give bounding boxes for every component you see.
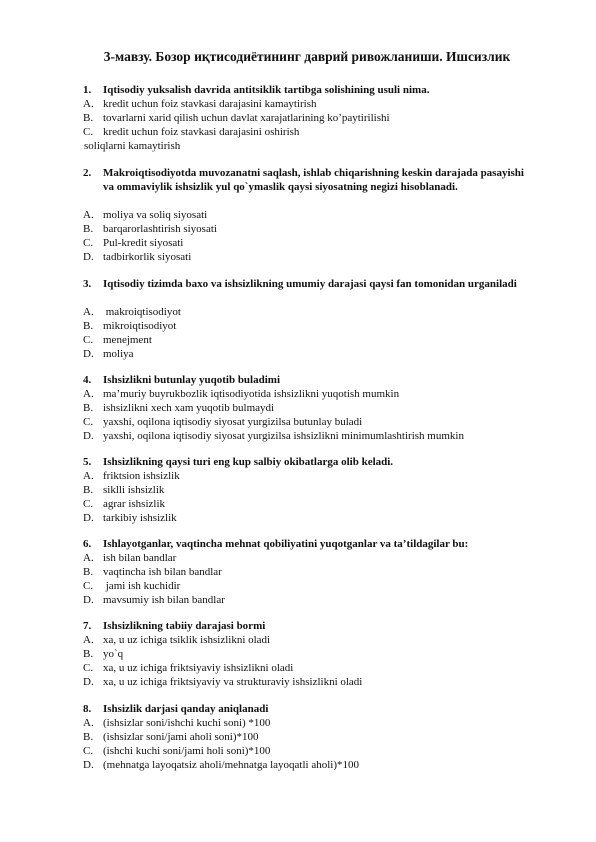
option-7c: C. xa, u uz ichiga friktsiyaviy ishsizlikni oladi (83, 662, 294, 674)
option-3c: C. menejment (83, 334, 152, 346)
question-text: Ishsizlikni butunlay yuqotib buladimi (103, 374, 280, 386)
question-number: 4. (83, 374, 92, 386)
question-text: Ishlayotganlar, vaqtincha mehnat qobiliyatini yuqotganlar va ta’tildagilar bu: (103, 538, 469, 550)
option-6b: B. vaqtincha ish bilan bandlar (83, 566, 222, 578)
option-3d: D. moliya (83, 348, 134, 360)
question-text: Iqtisodiy tizimda baxo va ishsizlikning umumiy darajasi qaysi fan tomonidan urganiladi (103, 278, 517, 290)
question-number: 8. (83, 703, 92, 715)
question-5 (83, 456, 533, 470)
option-5a: A. friktsion ishsizlik (83, 470, 180, 482)
question-text: Ishsizlik darjasi qanday aniqlanadi (103, 703, 269, 715)
option-5b: B. siklli ishsizlik (83, 484, 165, 496)
question-number: 3. (83, 278, 92, 290)
option-1b: B. tovarlarni xarid qilish uchun davlat xarajatlarining ko’paytirilishi (83, 112, 390, 124)
option-7a: A. xa, u uz ichiga tsiklik ishsizlikni oladi (83, 634, 271, 646)
option-7b: B. yo`q (83, 648, 124, 660)
option-8d: D. (mehnatga layoqatsiz aholi/mehnatga layoqatli aholi)*100 (83, 759, 359, 771)
option-4a: A. ma’muriy buyrukbozlik iqtisodiyotida ishsizlikni yuqotish mumkin (83, 388, 400, 400)
question-number: 1. (83, 84, 92, 96)
question-4 (83, 374, 533, 388)
question-text: Iqtisodiy yuksalish davrida antitsiklik tartibga solishining usuli nima. (103, 84, 430, 96)
option-2d: D. tadbirkorlik siyosati (83, 251, 192, 263)
option-8c: C. (ishchi kuchi soni/jami holi soni)*100 (83, 745, 271, 757)
option-4c: C. yaxshi, oqilona iqtisodiy siyosat yurgizilsa butunlay buladi (83, 416, 363, 428)
question-text: Makroiqtisodiyotda muvozanatni saqlash, ishlab chiqarishning keskin darajada pasayishi va ommaviylik ishsizlik yul qo`ymaslik qaysi siyosatning negizi hisoblanadi. (103, 167, 524, 193)
question-1 (83, 84, 533, 98)
option-4d: D. yaxshi, oqilona iqtisodiy siyosat yurgizilsa ishsizlikni minimumlashtirish mumkin (83, 430, 464, 442)
question-text: Ishsizlikning tabiiy darajasi bormi (103, 620, 266, 632)
question-8 (83, 703, 533, 717)
page-title: 3-мавзу. Бозор иқтисодиётининг даврий ривожланиши. Ишсизлик (103, 49, 511, 64)
option-1a: A. kredit uchun foiz stavkasi darajasini kamaytirish (83, 98, 317, 110)
question-2 (83, 167, 533, 194)
option-7d: D. xa, u uz ichiga friktsiyaviy va strukturaviy ishsizlikni oladi (83, 676, 363, 688)
option-6c: C. jami ish kuchidir (83, 580, 181, 592)
option-4b: B. ishsizlikni xech xam yuqotib bulmaydi (83, 402, 275, 414)
option-6d: D. mavsumiy ish bilan bandlar (83, 594, 225, 606)
question-number: 7. (83, 620, 92, 632)
option-2b: B. barqarorlashtirish siyosati (83, 223, 217, 235)
question-number: 6. (83, 538, 92, 550)
option-5d: D. tarkibiy ishsizlik (83, 512, 177, 524)
option-8a: A. (ishsizlar soni/ishchi kuchi soni) *100 (83, 717, 271, 729)
question-number: 2. (83, 167, 92, 179)
option-3a: A. makroiqtisodiyot (83, 306, 181, 318)
option-8b: B. (ishsizlar soni/jami aholi soni)*100 (83, 731, 259, 743)
question-3 (83, 278, 533, 292)
question-text: Ishsizlikning qaysi turi eng kup salbiy okibatlarga olib keladi. (103, 456, 394, 468)
option-2a: A. moliya va soliq siyosati (83, 209, 208, 221)
question-6 (83, 538, 533, 552)
option-1d-continuation: soliqlarni kamaytirish (84, 140, 181, 152)
question-number: 5. (83, 456, 92, 468)
option-6a: A. ish bilan bandlar (83, 552, 177, 564)
option-5c: C. agrar ishsizlik (83, 498, 166, 510)
option-1c: C. kredit uchun foiz stavkasi darajasini oshirish (83, 126, 300, 138)
question-7 (83, 620, 533, 634)
option-3b: B. mikroiqtisodiyot (83, 320, 177, 332)
option-2c: C. Pul-kredit siyosati (83, 237, 184, 249)
